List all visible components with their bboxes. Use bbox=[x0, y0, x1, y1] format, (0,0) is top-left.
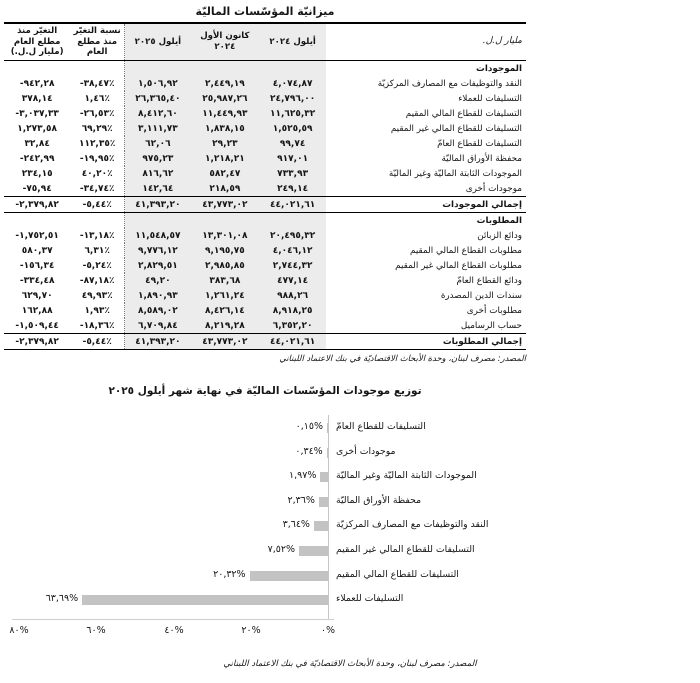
bar-value-label: ٢٠,٣٢% bbox=[213, 568, 246, 580]
value-abs-change bbox=[4, 61, 70, 77]
value-dec-2024 bbox=[191, 213, 259, 229]
report-page bbox=[0, 5, 700, 683]
value-sep-2025: ٦٢,٠٦ bbox=[125, 136, 191, 151]
table-row bbox=[4, 151, 526, 166]
table-row bbox=[4, 166, 526, 181]
value-dec-2024: ٢,٩٨٥,٨٥ bbox=[191, 258, 259, 273]
x-axis-tick: ٤٠% bbox=[164, 625, 184, 636]
row-label: مطلوبات القطاع المالي غير المقيم bbox=[395, 260, 522, 271]
bar-value-label: ١,٩٧% bbox=[289, 470, 317, 482]
value-pct-change bbox=[70, 61, 124, 77]
table-row bbox=[4, 61, 526, 77]
value-sep-2024: ٤٤,٠٢١,٦١ bbox=[259, 197, 326, 213]
value-dec-2024: ٢٩,٢٣ bbox=[191, 136, 259, 151]
bar-value-label: ٧,٥٢% bbox=[267, 544, 295, 555]
bar-category-label: النقد والتوظيفات مع المصارف المركزيّة bbox=[336, 519, 489, 531]
table-row bbox=[4, 197, 526, 213]
bar-category-label: التسليفات للقطاع المالي غير المقيم bbox=[336, 544, 475, 555]
value-sep-2024: ٧٣٣,٩٣ bbox=[259, 166, 326, 181]
value-sep-2024: ١١,٦٢٥,٣٢ bbox=[259, 106, 326, 121]
x-axis-tick: ٨٠% bbox=[9, 625, 29, 636]
bar bbox=[314, 521, 328, 531]
value-sep-2025 bbox=[125, 213, 191, 229]
table-row bbox=[4, 273, 526, 288]
value-dec-2024 bbox=[191, 61, 259, 77]
row-label: المطلوبات bbox=[476, 215, 522, 226]
value-dec-2024: ٤٣,٧٧٣,٠٢ bbox=[191, 334, 259, 350]
row-label: ودائع الزبائن bbox=[477, 230, 522, 241]
table-header-row bbox=[4, 23, 526, 61]
value-sep-2025: ٦,٧٠٩,٨٤ bbox=[125, 318, 191, 334]
value-pct-change: -٣٤,٧٤٪ bbox=[79, 183, 115, 194]
value-abs-change: ١,٢٧٣,٥٨ bbox=[17, 123, 58, 134]
value-abs-change: ٣٢,٨٤ bbox=[24, 138, 50, 149]
value-sep-2025: ٢٦,٣٦٥,٤٠ bbox=[125, 91, 191, 106]
value-abs-change: -٢,٣٧٩,٨٢ bbox=[4, 197, 70, 213]
value-abs-change: -٧٥,٩٤ bbox=[22, 183, 52, 194]
value-dec-2024: ١,٢١٨,٢١ bbox=[191, 151, 259, 166]
chart-plot-area bbox=[0, 415, 700, 619]
balance-table-body bbox=[4, 61, 526, 350]
bar-category-label: محفظة الأوراق الماليّة bbox=[336, 494, 422, 506]
value-sep-2024: ٢,٧٤٤,٣٢ bbox=[259, 258, 326, 273]
value-pct-change: -٥,٤٤٪ bbox=[70, 197, 124, 213]
bar bbox=[319, 497, 328, 507]
bar-category-label: موجودات أخرى bbox=[336, 445, 396, 457]
row-label: النقد والتوظيفات مع المصارف المركزيّة bbox=[377, 78, 522, 89]
value-dec-2024: ١١,٤٤٩,٩٣ bbox=[191, 106, 259, 121]
col-header-abs-change: التغيّر منذ مطلع العام (مليار ل.ل.) bbox=[4, 23, 70, 61]
value-abs-change: ١٦٢,٨٨ bbox=[21, 305, 53, 316]
value-sep-2024: ٤,٠٤٦,١٢ bbox=[259, 243, 326, 258]
value-pct-change: -١٨,٣٦٪ bbox=[79, 320, 115, 331]
value-pct-change: ٤٠,٢٠٪ bbox=[81, 168, 113, 179]
row-label: التسليفات للقطاع المالي غير المقيم bbox=[390, 123, 522, 134]
table-row bbox=[4, 303, 526, 318]
value-sep-2025: ٨,٥٨٩,٠٢ bbox=[125, 303, 191, 318]
row-label: مطلوبات أخرى bbox=[466, 305, 522, 316]
bar bbox=[299, 546, 328, 556]
value-dec-2024: ٨,٢١٩,٢٨ bbox=[191, 318, 259, 334]
value-pct-change: -١٩,٩٥٪ bbox=[79, 153, 115, 164]
table-row bbox=[4, 213, 526, 229]
value-sep-2024: ٦,٣٥٢,٢٠ bbox=[259, 318, 326, 334]
value-pct-change bbox=[70, 213, 124, 229]
value-abs-change: -٣٣٤,٤٨ bbox=[19, 275, 55, 286]
value-sep-2025: ١,٨٩٠,٩٣ bbox=[125, 288, 191, 303]
bar bbox=[250, 571, 328, 581]
table-row bbox=[4, 181, 526, 197]
value-pct-change: -٥,٤٤٪ bbox=[70, 334, 124, 350]
row-label: سندات الدين المصدرة bbox=[440, 290, 522, 301]
value-pct-change: ١,٤٦٪ bbox=[84, 93, 110, 104]
col-header-dec-2024: كانون الأول ٢٠٢٤ bbox=[191, 23, 259, 61]
value-abs-change: -٣,٠٣٧,٣٣ bbox=[15, 108, 59, 119]
row-label: إجمالي المطلوبات bbox=[326, 334, 526, 350]
value-pct-change: -١٣,١٨٪ bbox=[79, 230, 115, 241]
value-dec-2024: ٢٥,٩٨٧,٢٦ bbox=[191, 91, 259, 106]
table-row bbox=[4, 121, 526, 136]
value-sep-2025: ١,٥٠٦,٩٢ bbox=[125, 76, 191, 91]
value-sep-2025: ٤٩,٢٠ bbox=[125, 273, 191, 288]
col-header-sep-2024: أيلول ٢٠٢٤ bbox=[259, 23, 326, 61]
page-title: ميزانيّة المؤسّسات الماليّة bbox=[195, 5, 335, 18]
value-abs-change: ٥٨٠,٣٧ bbox=[21, 245, 53, 256]
value-sep-2025: ٢,٨٢٩,٥١ bbox=[125, 258, 191, 273]
table-row bbox=[4, 243, 526, 258]
value-dec-2024: ٢١٨,٥٩ bbox=[191, 181, 259, 197]
value-pct-change: ٦٩,٢٩٪ bbox=[81, 123, 113, 134]
value-sep-2025: ٤١,٣٩٣,٢٠ bbox=[125, 334, 191, 350]
row-label: مطلوبات القطاع المالي المقيم bbox=[410, 245, 522, 256]
table-row bbox=[4, 334, 526, 350]
bar-value-label: ٦٣,٦٩% bbox=[45, 593, 79, 605]
x-axis-tick: ٠% bbox=[320, 625, 336, 636]
value-abs-change: -١,٧٥٢,٥١ bbox=[15, 230, 59, 241]
row-label: الموجودات bbox=[476, 63, 522, 74]
bar bbox=[327, 448, 328, 458]
value-abs-change: -٢٤٢,٩٩ bbox=[19, 153, 55, 164]
value-sep-2024: ١,٥٢٥,٥٩ bbox=[259, 121, 326, 136]
value-sep-2024: ٢٤,٧٩٦,٠٠ bbox=[259, 91, 326, 106]
row-label: حساب الرساميل bbox=[460, 320, 522, 331]
table-source-note: المصدر: مصرف لبنان، وحدة الأبحاث الاقتصاديّة في بنك الاعتماد اللبناني bbox=[279, 353, 526, 363]
row-label: التسليفات للعملاء bbox=[458, 93, 522, 104]
value-dec-2024: ٥٨٢,٤٧ bbox=[191, 166, 259, 181]
chart-source-note: المصدر: مصرف لبنان، وحدة الأبحاث الاقتصاديّة في بنك الاعتماد اللبناني bbox=[223, 659, 477, 669]
value-sep-2024 bbox=[259, 61, 326, 77]
value-dec-2024: ١٣,٣٠١,٠٨ bbox=[191, 228, 259, 243]
value-dec-2024: ٢,٤٤٩,١٩ bbox=[191, 76, 259, 91]
value-abs-change: -٩٤٢,٢٨ bbox=[19, 78, 55, 89]
row-label: الموجودات الثابتة الماليّة وغير الماليّة bbox=[388, 168, 522, 179]
value-pct-change: ١١٢,٣٥٪ bbox=[78, 138, 116, 149]
bar-category-label: التسليفات للقطاع العامّ bbox=[336, 421, 426, 432]
value-sep-2025: ٩٧٥,٢٣ bbox=[125, 151, 191, 166]
value-pct-change: ١,٩٣٪ bbox=[84, 305, 110, 316]
value-sep-2024: ٨,٩١٨,٢٥ bbox=[259, 303, 326, 318]
value-sep-2025: ٩,٧٧٦,١٢ bbox=[125, 243, 191, 258]
table-row bbox=[4, 318, 526, 334]
row-label: التسليفات للقطاع المالي المقيم bbox=[405, 108, 522, 119]
row-label: التسليفات للقطاع العامّ bbox=[437, 138, 522, 149]
value-pct-change: ٤٩,٩٣٪ bbox=[81, 290, 113, 301]
value-dec-2024: ١,٢٦١,٢٤ bbox=[191, 288, 259, 303]
value-dec-2024: ٤٣,٧٧٣,٠٢ bbox=[191, 197, 259, 213]
table-row bbox=[4, 136, 526, 151]
value-abs-change: -١٥٦,٣٤ bbox=[19, 260, 55, 271]
value-dec-2024: ٣٨٣,٦٨ bbox=[191, 273, 259, 288]
value-sep-2024: ٩٩,٧٤ bbox=[259, 136, 326, 151]
bar-category-label: التسليفات للعملاء bbox=[336, 593, 404, 605]
value-sep-2025 bbox=[125, 61, 191, 77]
table-row bbox=[4, 106, 526, 121]
bar-value-label: ٠,٣٤% bbox=[295, 445, 323, 457]
value-pct-change: -٣٨,٤٧٪ bbox=[79, 78, 115, 89]
x-axis-tick: ٢٠% bbox=[241, 625, 261, 636]
bar-value-label: ٢,٣٦% bbox=[287, 494, 315, 506]
row-label: محفظة الأوراق الماليّة bbox=[441, 153, 522, 164]
value-pct-change: ٦,٣١٪ bbox=[84, 245, 110, 256]
table-row bbox=[4, 288, 526, 303]
value-abs-change: ٣٧٨,١٤ bbox=[21, 93, 53, 104]
value-sep-2025: ١٤٢,٦٤ bbox=[125, 181, 191, 197]
value-abs-change bbox=[4, 213, 70, 229]
value-sep-2024: ٩١٧,٠١ bbox=[259, 151, 326, 166]
table-row bbox=[4, 76, 526, 91]
row-label: إجمالي الموجودات bbox=[326, 197, 526, 213]
bar bbox=[82, 595, 328, 605]
row-label: موجودات أخرى bbox=[465, 183, 522, 194]
balance-table bbox=[4, 22, 526, 350]
value-pct-change: -٢٦,٥٣٪ bbox=[79, 108, 115, 119]
chart-title: توزيع موجودات المؤسّسات الماليّة في نهاية شهر أيلول ٢٠٢٥ bbox=[108, 385, 422, 397]
value-sep-2024: ٤٧٧,١٤ bbox=[259, 273, 326, 288]
bar bbox=[320, 472, 328, 482]
value-abs-change: ٦٢٩,٧٠ bbox=[21, 290, 53, 301]
balance-sheet-block bbox=[4, 5, 526, 350]
table-row bbox=[4, 228, 526, 243]
value-sep-2024: ٤٤,٠٢١,٦١ bbox=[259, 334, 326, 350]
value-sep-2025: ٤١,٣٩٣,٢٠ bbox=[125, 197, 191, 213]
value-abs-change: -٢,٣٧٩,٨٢ bbox=[4, 334, 70, 350]
bar-value-label: ٣,٦٤% bbox=[282, 519, 310, 531]
value-dec-2024: ٩,١٩٥,٧٥ bbox=[191, 243, 259, 258]
value-sep-2025: ١١,٥٤٨,٥٧ bbox=[125, 228, 191, 243]
value-pct-change: -٨٧,١٨٪ bbox=[79, 275, 115, 286]
value-sep-2024: ٢٤٩,١٤ bbox=[259, 181, 326, 197]
value-sep-2024: ٩٨٨,٢٦ bbox=[259, 288, 326, 303]
unit-header: مليار ل.ل. bbox=[326, 23, 526, 61]
baseline-axis-line bbox=[12, 619, 334, 620]
value-pct-change: -٥,٢٤٪ bbox=[82, 260, 112, 271]
col-header-sep-2025: أيلول ٢٠٢٥ bbox=[125, 23, 191, 61]
bar-value-label: ٠,١٥% bbox=[295, 421, 323, 432]
value-sep-2025: ٨١٦,٦٢ bbox=[125, 166, 191, 181]
value-dec-2024: ٨,٤٢٦,١٤ bbox=[191, 303, 259, 318]
col-header-pct-change: نسبة التغيّر منذ مطلع العام bbox=[70, 23, 124, 61]
bar-category-label: التسليفات للقطاع المالي المقيم bbox=[336, 568, 459, 580]
x-axis-ticks bbox=[0, 625, 700, 641]
x-axis-tick: ٦٠% bbox=[86, 625, 106, 636]
value-sep-2025: ٨,٤١٢,٦٠ bbox=[125, 106, 191, 121]
table-row bbox=[4, 91, 526, 106]
value-abs-change: ٢٣٤,١٥ bbox=[21, 168, 53, 179]
value-sep-2024: ٤,٠٧٤,٨٧ bbox=[259, 76, 326, 91]
value-sep-2024 bbox=[259, 213, 326, 229]
value-dec-2024: ١,٨٣٨,١٥ bbox=[191, 121, 259, 136]
bar-category-label: الموجودات الثابتة الماليّة وغير الماليّة bbox=[336, 470, 477, 482]
bar bbox=[327, 423, 328, 433]
asset-distribution-chart bbox=[0, 377, 700, 683]
value-axis-line bbox=[328, 415, 329, 619]
table-row bbox=[4, 258, 526, 273]
row-label: ودائع القطاع العامّ bbox=[456, 275, 522, 286]
value-abs-change: -١,٥٠٩,٤٤ bbox=[15, 320, 59, 331]
value-sep-2025: ٣,١١١,٧٣ bbox=[125, 121, 191, 136]
value-sep-2024: ٢٠,٤٩٥,٣٢ bbox=[259, 228, 326, 243]
